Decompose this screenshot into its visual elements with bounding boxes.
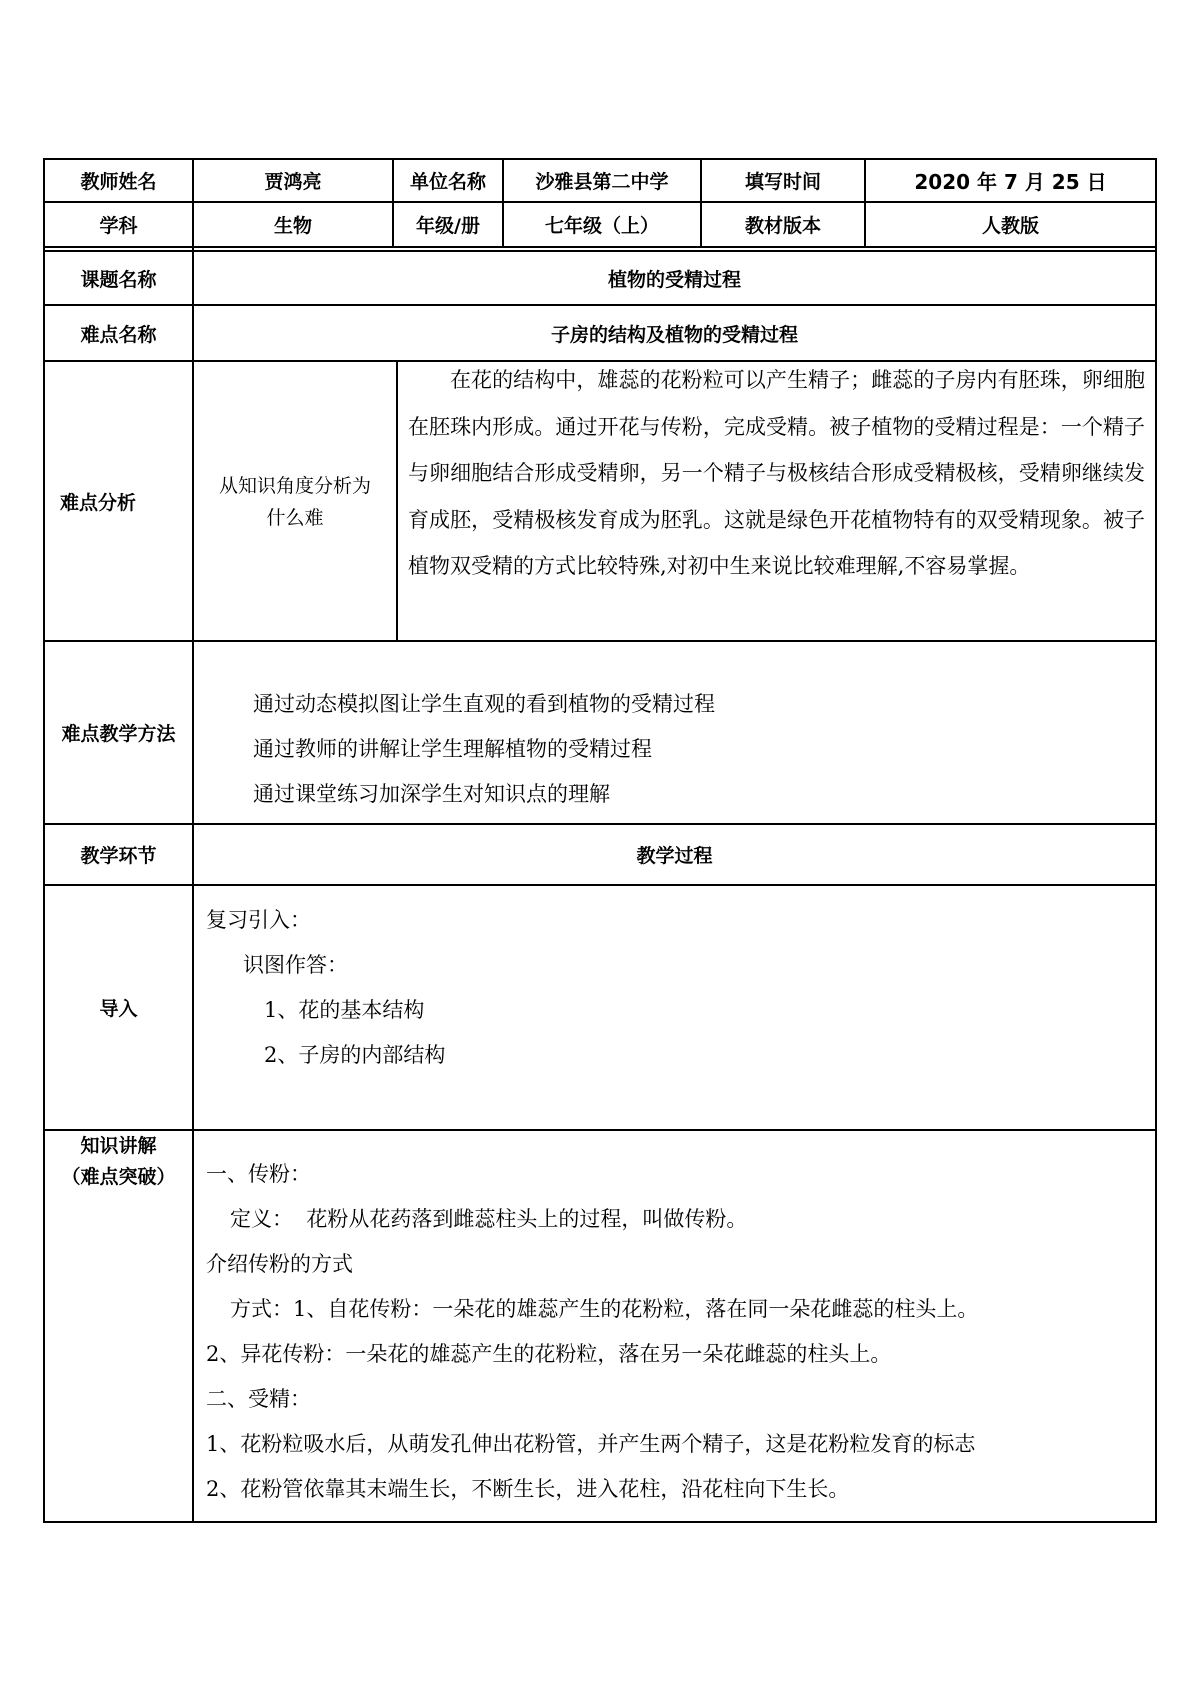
intro-line: 复习引入： [206, 908, 311, 932]
intro-line: 1、花的基本结构 [264, 998, 425, 1022]
knowledge-line: 二、受精： [206, 1387, 311, 1411]
knowledge-label-line1: 知识讲解 [80, 1135, 157, 1157]
knowledge-line: 介绍传粉的方式 [206, 1252, 353, 1276]
analysis-text: 在花的结构中，雄蕊的花粉粒可以产生精子；雌蕊的子房内有胚珠，卵细胞在胚珠内形成。通过开花与传粉，完成受精。被子植物的受精过程是：一个精子与卵细胞结合形成受精卵，另一个精子与极核结合形成受精极核，受精卵继续发育成胚，受精极核发育成为胚乳。这就是绿色开花植物特有的双受精现象。被子植物双受精的方式比较特殊,对初中生来说比较难理解,不容易掌握。 [408, 368, 1145, 578]
knowledge-line: 2、异花传粉：一朵花的雄蕊产生的花粉粒，落在另一朵花雌蕊的柱头上。 [206, 1342, 892, 1366]
method-item: 通过动态模拟图让学生直观的看到植物的受精过程 [253, 692, 715, 716]
edition-label: 教材版本 [744, 215, 821, 237]
date-value: 2020 年 7 月 25 日 [914, 170, 1107, 194]
knowledge-line: 一、传粉： [206, 1162, 311, 1186]
knowledge-line: 定义： 花粉从花药落到雌蕊柱头上的过程，叫做传粉。 [230, 1207, 748, 1231]
knowledge-line: 2、花粉管依靠其末端生长，不断生长，进入花柱，沿花柱向下生长。 [206, 1477, 850, 1501]
date-label: 填写时间 [744, 171, 821, 193]
teacher-label: 教师姓名 [80, 171, 157, 193]
method-item: 通过课堂练习加深学生对知识点的理解 [253, 782, 610, 806]
knowledge-line: 1、花粉粒吸水后，从萌发孔伸出花粉管，并产生两个精子，这是花粉粒发育的标志 [206, 1432, 976, 1456]
analysis-sub-label: 从知识角度分析为什么难 [218, 475, 371, 529]
grade-value: 七年级（上） [544, 215, 659, 237]
unit-name: 沙雅县第二中学 [535, 171, 669, 193]
subject-value: 生物 [273, 215, 312, 237]
grade-label: 年级/册 [416, 215, 480, 237]
teacher-name: 贾鸿亮 [264, 171, 322, 193]
process-header: 教学过程 [636, 845, 713, 867]
intro-label: 导入 [99, 998, 138, 1020]
method-item: 通过教师的讲解让学生理解植物的受精过程 [253, 737, 652, 761]
difficulty-label: 难点名称 [80, 323, 157, 346]
unit-label: 单位名称 [409, 171, 486, 193]
knowledge-line: 方式：1、自花传粉：一朵花的雄蕊产生的花粉粒，落在同一朵花雌蕊的柱头上。 [230, 1297, 979, 1321]
analysis-label: 难点分析 [59, 491, 136, 514]
knowledge-label-line2: （难点突破） [61, 1166, 176, 1188]
stage-header: 教学环节 [80, 845, 157, 867]
subject-label: 学科 [99, 215, 138, 237]
difficulty-value: 子房的结构及植物的受精过程 [550, 323, 798, 346]
topic-label: 课题名称 [80, 268, 157, 291]
topic-value: 植物的受精过程 [607, 268, 741, 291]
knowledge-label [45, 1131, 192, 1193]
edition-value: 人教版 [981, 215, 1039, 237]
intro-line: 2、子房的内部结构 [264, 1043, 446, 1067]
intro-line: 识图作答： [243, 953, 348, 977]
methods-label: 难点教学方法 [61, 723, 176, 745]
